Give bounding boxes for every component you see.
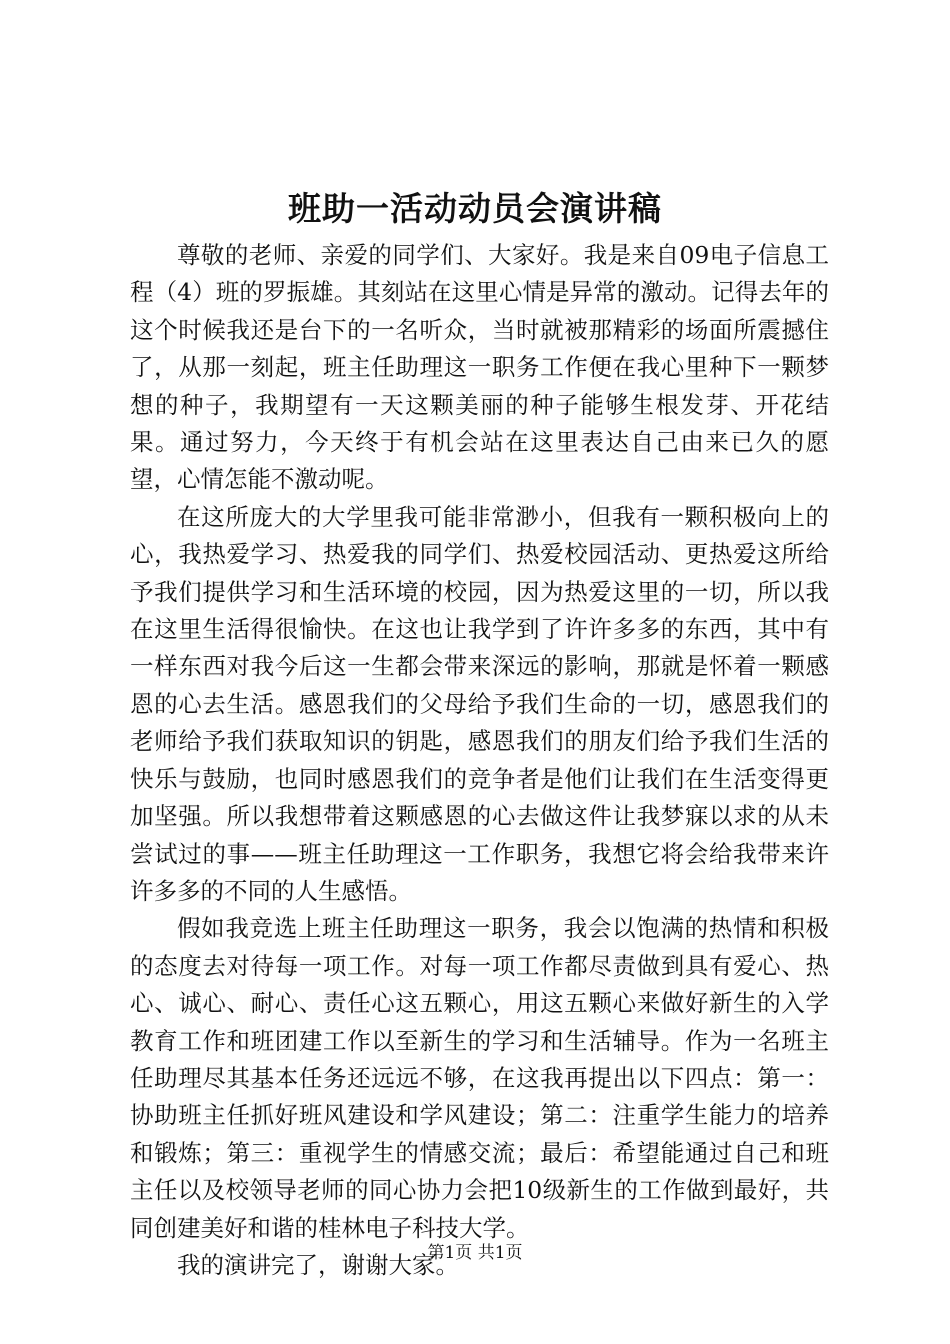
paragraph-greeting: 尊敬的老师、亲爱的同学们、大家好。我是来自09电子信息工程（4）班的罗振雄。其刻站在这里心情是异常的激动。记得去年的这个时候我还是台下的一名听众，当时就被那精彩的场面所震撼住了，从那一刻起，班主任助理这一职务工作便在我心里种下一颗梦想的种子，我期望有一天这颗美丽的种子能够生根发芽、开花结果。通过努力，今天终于有机会站在这里表达自己由来已久的愿望，心情怎能不激动呢。	[130, 241, 829, 494]
document-body	[130, 237, 829, 1284]
paragraph-closing: 我的演讲完了，谢谢大家。	[177, 1250, 459, 1279]
page-number-footer: 第1页 共1页	[427, 1243, 523, 1263]
document-title: 班助一活动动员会演讲稿	[288, 189, 662, 228]
paragraph-plan: 假如我竞选上班主任助理这一职务，我会以饱满的热情和积极的态度去对待每一项工作。对每一项工作都尽责做到具有爱心、热心、诚心、耐心、责任心这五颗心，用这五颗心来做好新生的入学教育工作和班团建工作以至新生的学习和生活辅导。作为一名班主任助理尽其基本任务还远远不够，在这我再提出以下四点：第一：协助班主任抓好班风建设和学风建设；第二：注重学生能力的培养和锻炼；第三：重视学生的情感交流；最后：希望能通过自己和班主任以及校领导老师的同心协力会把10级新生的工作做到最好，共同创建美好和谐的桂林电子科技大学。	[130, 914, 829, 1242]
paragraph-gratitude: 在这所庞大的大学里我可能非常渺小，但我有一颗积极向上的心，我热爱学习、热爱我的同学们、热爱校园活动、更热爱这所给予我们提供学习和生活环境的校园，因为热爱这里的一切，所以我在这里生活得很愉快。在这也让我学到了许许多多的东西，其中有一样东西对我今后这一生都会带来深远的影响，那就是怀着一颗感恩的心去生活。感恩我们的父母给予我们生命的一切，感恩我们的老师给予我们获取知识的钥匙，感恩我们的朋友们给予我们生活的快乐与鼓励，也同时感恩我们的竞争者是他们让我们在生活变得更加坚强。所以我想带着这颗感恩的心去做这件让我梦寐以求的从未尝试过的事——班主任助理这一工作职务，我想它将会给我带来许许多多的不同的人生感悟。	[130, 502, 829, 905]
